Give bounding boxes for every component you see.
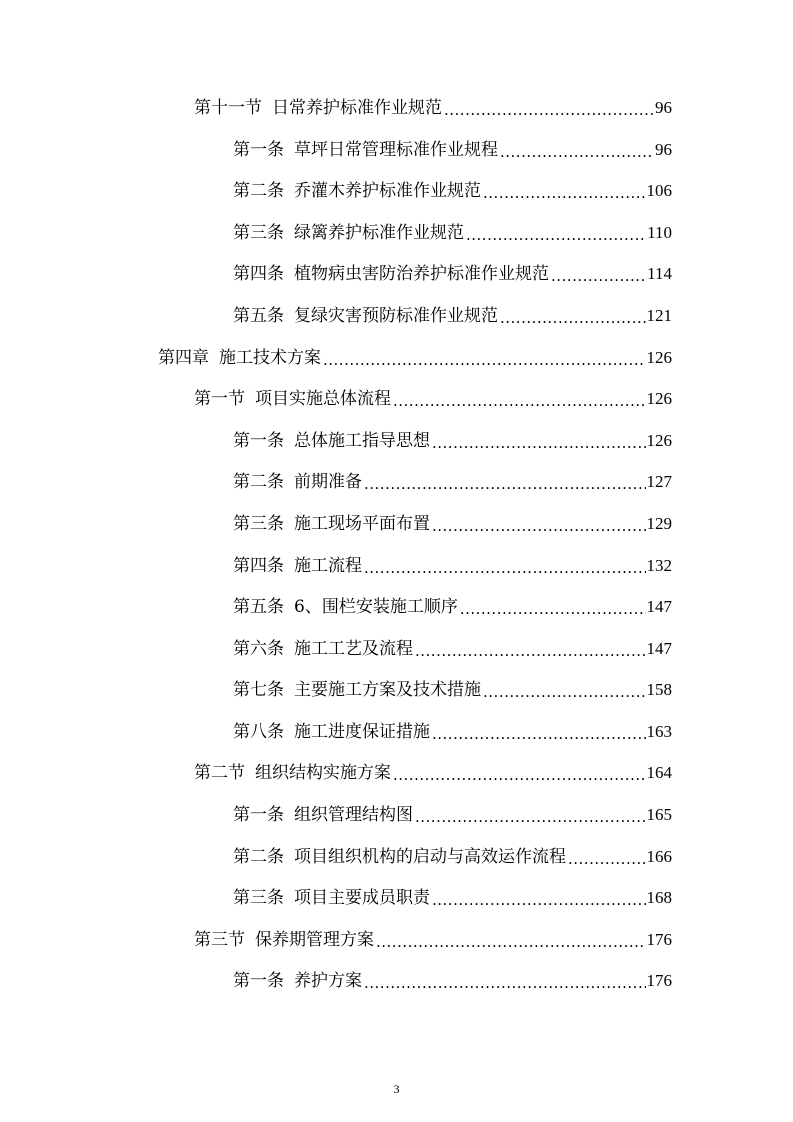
toc-entry-page: 164: [646, 763, 672, 782]
toc-entry[interactable]: [233, 467, 672, 497]
toc-entry[interactable]: [233, 551, 672, 581]
toc-dot-leader: [500, 301, 646, 331]
toc-entry-title: 养护方案: [294, 971, 362, 991]
toc-dot-leader: [444, 93, 654, 123]
toc-entry-number: 第一条: [233, 805, 284, 825]
toc-dot-leader: [393, 758, 646, 788]
toc-dot-leader: [483, 675, 646, 705]
toc-dot-leader: [432, 717, 646, 747]
toc-entry-page: 176: [646, 971, 672, 990]
toc-entry-number: 第四条: [233, 556, 284, 576]
toc-dot-leader: [500, 135, 654, 165]
toc-dot-leader: [568, 842, 646, 872]
toc-entry-title: 草坪日常管理标准作业规程: [294, 140, 498, 160]
toc-entry-number: 第三条: [233, 888, 284, 908]
toc-dot-leader: [376, 925, 646, 955]
toc-entry-number: 第一条: [233, 140, 284, 160]
toc-entry-number: 第八条: [233, 722, 284, 742]
toc-entry[interactable]: [233, 592, 672, 622]
toc-entry-title: 前期准备: [294, 472, 362, 492]
toc-dot-leader: [432, 426, 646, 456]
toc-entry[interactable]: [233, 218, 672, 248]
toc-entry-page: 126: [646, 389, 672, 408]
toc-entry-title: 项目组织机构的启动与高效运作流程: [294, 847, 566, 867]
toc-entry-page: 106: [646, 181, 672, 200]
toc-entry[interactable]: [233, 426, 672, 456]
page-number: 3: [393, 1082, 400, 1096]
toc-entry[interactable]: [233, 717, 672, 747]
toc-entry-title: 项目主要成员职责: [294, 888, 430, 908]
toc-entry-page: 147: [646, 597, 672, 616]
toc-entry-page: 110: [647, 223, 672, 242]
toc-entry-page: 127: [646, 472, 672, 491]
toc-entry-page: 114: [647, 264, 672, 283]
toc-entry-title: 6、围栏安装施工顺序: [294, 597, 458, 617]
toc-dot-leader: [364, 966, 646, 996]
toc-dot-leader: [364, 467, 646, 497]
toc-entry-title: 施工技术方案: [219, 348, 321, 368]
toc-entry-page: 96: [655, 140, 672, 159]
toc-entry[interactable]: [233, 883, 672, 913]
toc-entry-number: 第五条: [233, 597, 284, 617]
toc-entry-page: 163: [646, 722, 672, 741]
toc-entry-title: 总体施工指导思想: [294, 431, 430, 451]
toc-entry-number: 第四条: [233, 264, 284, 284]
toc-entry-title: 保养期管理方案: [255, 930, 374, 950]
toc-entry-page: 158: [646, 680, 672, 699]
toc-entry[interactable]: [233, 135, 672, 165]
toc-entry[interactable]: [194, 758, 672, 788]
toc-dot-leader: [460, 592, 646, 622]
toc-entry-title: 施工进度保证措施: [294, 722, 430, 742]
toc-entry[interactable]: [233, 800, 672, 830]
toc-entry-title: 施工工艺及流程: [294, 639, 413, 659]
toc-entry[interactable]: [194, 925, 672, 955]
toc-entry-number: 第三条: [233, 223, 284, 243]
toc-entry[interactable]: [233, 842, 672, 872]
toc-entry[interactable]: [233, 675, 672, 705]
toc-entry-number: 第二条: [233, 181, 284, 201]
toc-entry[interactable]: [233, 509, 672, 539]
toc-entry-title: 复绿灾害预防标准作业规范: [294, 306, 498, 326]
toc-dot-leader: [415, 800, 646, 830]
toc-entry-number: 第一节: [194, 389, 245, 409]
toc-entry[interactable]: [233, 634, 672, 664]
toc-entry-page: 147: [646, 639, 672, 658]
toc-entry-number: 第一条: [233, 971, 284, 991]
toc-dot-leader: [415, 634, 646, 664]
toc-entry-page: 165: [646, 805, 672, 824]
toc-entry-title: 绿篱养护标准作业规范: [294, 223, 464, 243]
toc-entry[interactable]: [233, 259, 672, 289]
toc-entry-number: 第二条: [233, 847, 284, 867]
toc-entry-page: 132: [646, 556, 672, 575]
toc-entry-page: 126: [646, 431, 672, 450]
toc-entry-title: 施工现场平面布置: [294, 514, 430, 534]
toc-dot-leader: [483, 176, 646, 206]
toc-entry-number: 第十一节: [194, 98, 262, 118]
toc-entry-page: 129: [646, 514, 672, 533]
toc-entry-page: 166: [646, 847, 672, 866]
toc-dot-leader: [466, 218, 646, 248]
toc-entry[interactable]: [194, 93, 672, 123]
toc-entry-title: 组织管理结构图: [294, 805, 413, 825]
toc-entry-number: 第五条: [233, 306, 284, 326]
toc-entry-number: 第六条: [233, 639, 284, 659]
toc-entry[interactable]: [158, 343, 672, 373]
toc-dot-leader: [323, 343, 646, 373]
toc-entry-page: 168: [646, 888, 672, 907]
toc-entry[interactable]: [233, 301, 672, 331]
toc-dot-leader: [432, 883, 646, 913]
toc-entry-title: 乔灌木养护标准作业规范: [294, 181, 481, 201]
toc-entry-title: 主要施工方案及技术措施: [294, 680, 481, 700]
toc-entry-page: 176: [646, 930, 672, 949]
toc-entry-page: 96: [655, 98, 672, 117]
toc-entry-number: 第一条: [233, 431, 284, 451]
toc-entry-number: 第二节: [194, 763, 245, 783]
toc-entry-number: 第三节: [194, 930, 245, 950]
toc-entry-title: 施工流程: [294, 556, 362, 576]
toc-dot-leader: [364, 551, 646, 581]
toc-entry-title: 组织结构实施方案: [255, 763, 391, 783]
toc-entry-title: 日常养护标准作业规范: [272, 98, 442, 118]
toc-entry-number: 第七条: [233, 680, 284, 700]
toc-entry[interactable]: [233, 966, 672, 996]
toc-entry[interactable]: [233, 176, 672, 206]
toc-entry-number: 第四章: [158, 348, 209, 368]
toc-dot-leader: [393, 384, 646, 414]
toc-entry-page: 126: [646, 348, 672, 367]
toc-dot-leader: [551, 259, 646, 289]
toc-entry-number: 第二条: [233, 472, 284, 492]
toc-entry-number: 第三条: [233, 514, 284, 534]
toc-entry-title: 植物病虫害防治养护标准作业规范: [294, 264, 549, 284]
toc-entry[interactable]: [194, 384, 672, 414]
toc-dot-leader: [432, 509, 646, 539]
toc-entry-page: 121: [646, 306, 672, 325]
toc-entry-title: 项目实施总体流程: [255, 389, 391, 409]
